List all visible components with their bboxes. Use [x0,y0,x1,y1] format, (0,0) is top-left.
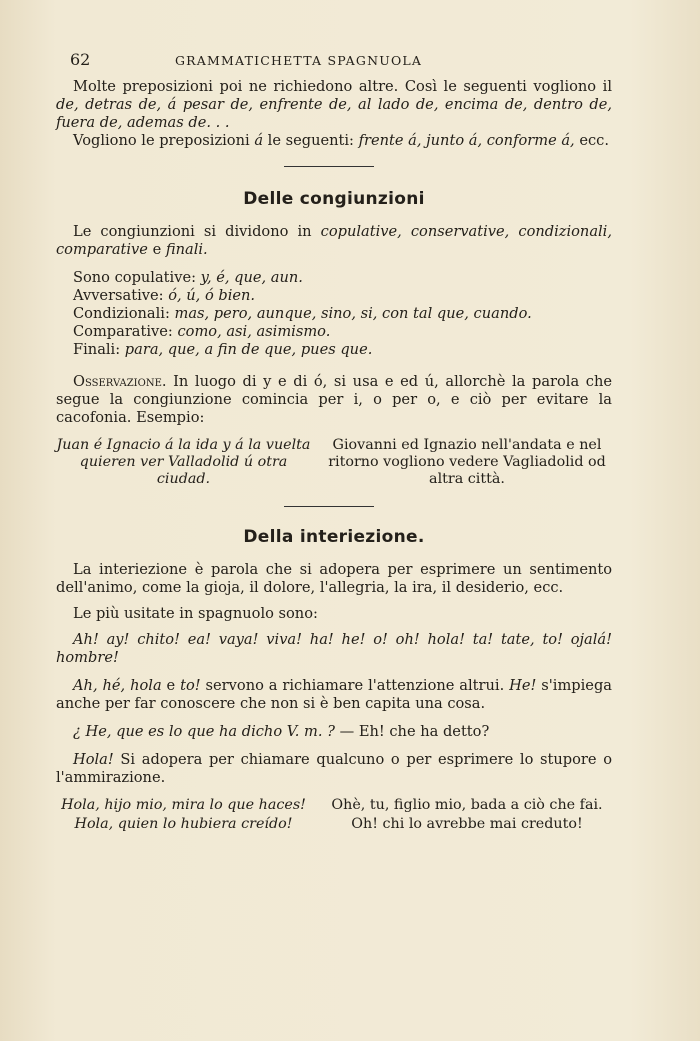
congiunzioni-intro: Le congiunzioni si dividono in copulative, conservative, condizionali, comparative e finali. [56,223,612,258]
question-example: ¿ He, que es lo que ha dicho V. m. ? — Eh! che ha detto? [73,723,490,740]
example-italian: Giovanni ed Ignazio nell'andata e nel ritorno vogliono vedere Vagliadolid od altra città. [328,437,606,487]
list-item: Comparative: como, asi, asimismo. [73,323,331,340]
hola-example-1 [56,797,612,814]
hola-example-1-italian: Ohè, tu, figlio mio, bada a ciò che fai. [331,797,603,813]
section-title-interiezione: Della interiezione. [243,527,425,547]
hola-example-2 [56,816,612,833]
interjections-list: Ah! ay! chito! ea! vaya! viva! ha! he! o! oh! hola! ta! tate, to! ojalá! hombre! [56,631,612,666]
section-divider [284,506,374,507]
osservazione-paragraph: Osservazione. In luogo di y e di ó, si usa e ed ú, allorchè la parola che segue la congiunzione comincia per i, o per o, e ciò per evitare la cacofonia. Esempio: [56,373,612,426]
list-item: Avversative: ó, ú, ó bien. [73,287,256,304]
example-spanish: Juan é Ignacio á la ida y á la vuelta quieren ver Valladolid ú otra ciudad. [56,437,311,487]
page-number: 62 [70,50,91,69]
interiezione-paragraph-4: Hola! Si adopera per chiamare qualcuno o per esprimere lo stupore o l'ammirazione. [56,751,612,786]
interiezione-paragraph-3: Ah, hé, hola e to! servono a richiamare l'attenzione altrui. He! s'impiega anche per far conoscere che non si è ben capita una cosa. [56,677,612,712]
congiunzioni-list [56,269,612,359]
hola-example-1-spanish: Hola, hijo mio, mira lo que haces! [61,797,306,813]
list-item: Condizionali: mas, pero, aunque, sino, si, con tal que, cuando. [73,305,532,322]
example-columns [56,437,612,488]
hola-example-2-spanish: Hola, quien lo hubiera creído! [74,816,293,832]
page-header [56,50,612,78]
running-title: GRAMMATICHETTA SPAGNUOLA [175,53,423,68]
list-item: Sono copulative: y, é, que, aun. [73,269,303,286]
intro-paragraph-1: Molte preposizioni poi ne richiedono altre. Così le seguenti vogliono il de, detras de, á pesar de, enfrente de, al lado de, encima de, dentro de, fuera de, ademas de. . . [56,78,612,131]
list-item: Finali: para, que, a fin de que, pues que. [73,341,373,358]
hola-example-2-italian: Oh! chi lo avrebbe mai creduto! [351,816,583,832]
section-title-congiunzioni: Delle congiunzioni [243,189,425,209]
interiezione-paragraph-1: La interiezione è parola che si adopera per esprimere un sentimento dell'animo, come la gioja, il dolore, l'allegria, la ira, il desiderio, ecc. [56,561,612,596]
section-divider [284,166,374,167]
intro-paragraph-2: Vogliono le preposizioni á le seguenti: frente á, junto á, conforme á, ecc. [73,132,609,149]
interiezione-paragraph-2: Le più usitate in spagnuolo sono: [73,605,318,622]
